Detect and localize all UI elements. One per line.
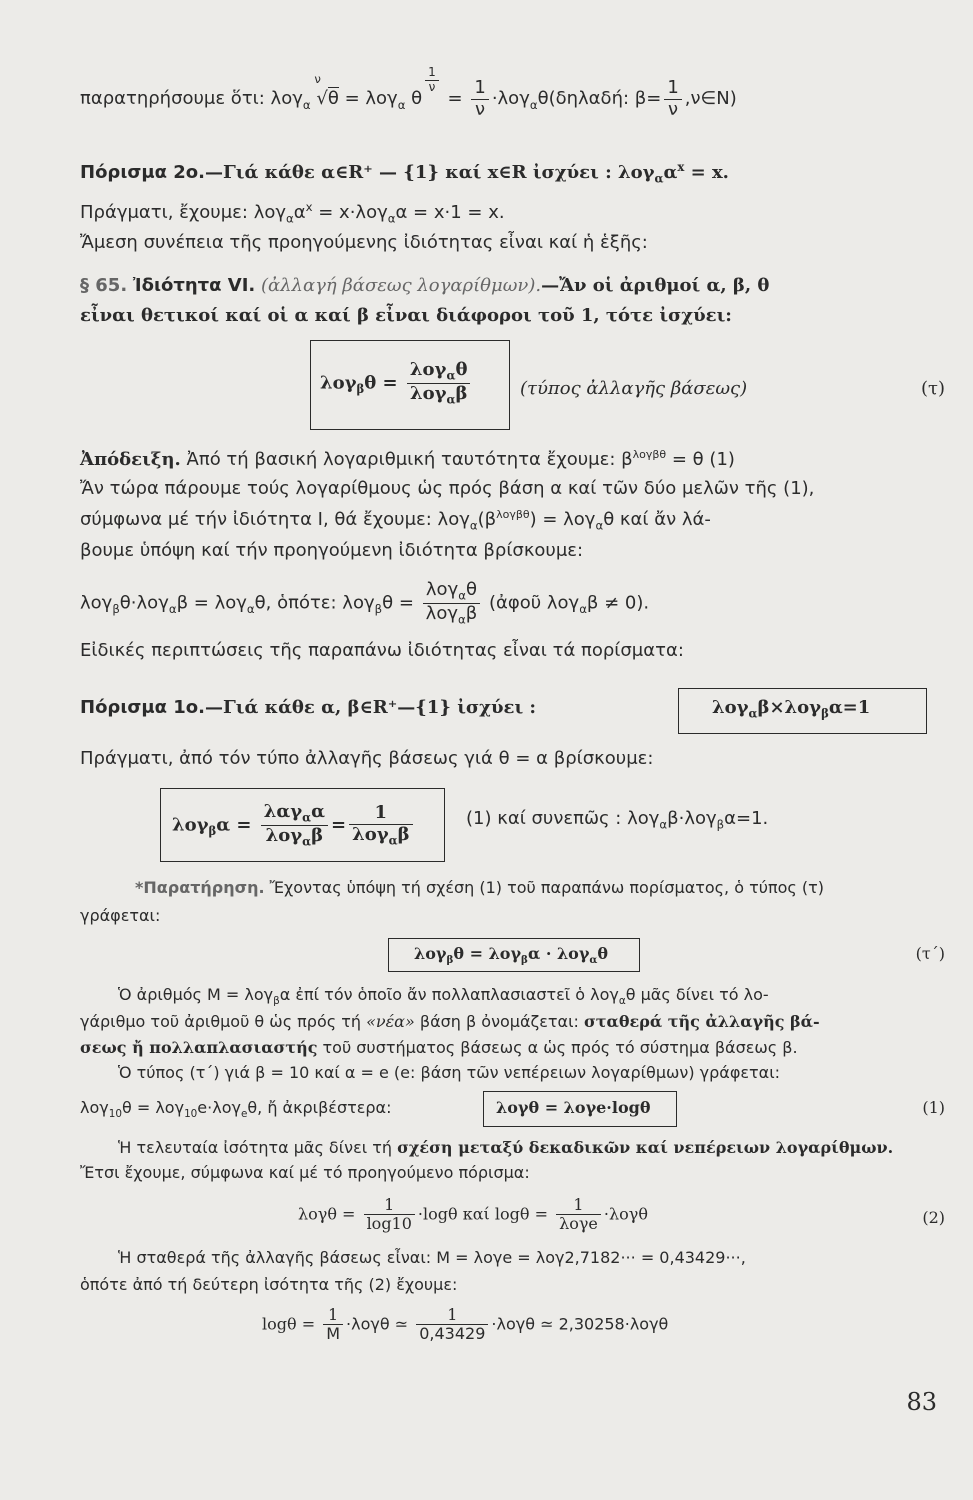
frac-num-2: 1 — [667, 77, 679, 98]
direct-consequence: Ἄμεση συνέπεια τῆς προηγούμενης ἰδιότητας εἶναι καί ἡ ἑξῆς: — [80, 232, 648, 253]
l3-sub2: α — [595, 518, 604, 533]
fd2: 0,43429 — [416, 1324, 488, 1343]
text-a: Πράγματι, ἔχουμε: λογ — [80, 202, 287, 223]
ptail: (ἀφοῦ λογ — [488, 592, 580, 614]
l10b-sub: 10 — [184, 1108, 198, 1121]
constant-line1: Ἡ σταθερά τῆς ἀλλαγῆς βάσεως εἶναι: M = λογe = λογ2,7182··· = 0,43429···, — [118, 1248, 746, 1267]
denominator — [407, 383, 471, 407]
m3b: τοῦ συστήματος βάσεως α ὡς πρός τό σύστημα βάσεως β. — [317, 1038, 798, 1057]
pnum-t: θ — [465, 579, 477, 600]
l3-b: (β — [477, 509, 497, 530]
fc: ·λογθ ≃ 2,30258·λογθ — [491, 1314, 669, 1334]
t2-b-sub: β — [521, 954, 528, 967]
formula-t2 — [414, 944, 608, 966]
para-m-line1 — [118, 985, 769, 1007]
indeed-2: Πράγματι, ἀπό τόν τύπο ἀλλαγῆς βάσεως γιά θ = α βρίσκουμε: — [80, 748, 654, 769]
ptail-end: β ≠ 0). — [586, 592, 650, 614]
equals: = — [447, 88, 463, 110]
pnum-log: λογ — [425, 579, 459, 600]
num-theta: θ — [455, 359, 468, 380]
constant-line2: ὁπότε ἀπό τή δεύτερη ἰσότητα τῆς (2) ἔχουμε: — [80, 1275, 458, 1294]
para-m-line2 — [80, 1012, 820, 1031]
l10c-sub: e — [240, 1108, 248, 1121]
log-symbol: λογ — [270, 88, 303, 110]
last-equality — [118, 1138, 893, 1157]
corollary-2-label: Πόρισμα 2ο. — [80, 162, 205, 183]
m3-bold: σεως ἤ πολλαπλασιαστής — [80, 1038, 318, 1057]
fa: logθ = — [262, 1314, 316, 1334]
f1-d1-log: λογ — [265, 825, 303, 847]
t2-c-sub: α — [589, 954, 598, 967]
pb: θ·λογ — [119, 592, 169, 614]
m2b: βάση β ὀνομάζεται: — [414, 1012, 584, 1031]
m1b-sub: α — [618, 995, 626, 1008]
eq-1: = θ (1) — [666, 449, 735, 470]
log-base: α — [302, 97, 311, 112]
cf-b: β×λογ — [757, 697, 822, 718]
beta: β — [621, 449, 633, 470]
intro-text: παρατηρήσουμε ὅτι: — [80, 88, 271, 110]
fn1: 1 — [328, 1305, 339, 1324]
section-65-heading — [80, 275, 769, 296]
exp: λογβθ — [632, 448, 667, 461]
formula-1 — [172, 802, 416, 849]
corollary-1-label: Πόρισμα 1ο. — [80, 697, 205, 718]
e2-n1: 1 — [384, 1195, 395, 1214]
f1-lhs-sub: β — [208, 824, 217, 839]
corollary-1-formula — [712, 697, 870, 721]
e2a: λογθ = — [298, 1204, 356, 1224]
proof-label: Ἀπόδειξη. — [80, 449, 181, 470]
numerator — [407, 360, 471, 383]
l3-sub: α — [469, 518, 478, 533]
f1-n1 — [261, 802, 328, 825]
lhs-sub: β — [356, 382, 365, 397]
pa: λογ — [80, 592, 113, 614]
f1-n1-log: λαγ — [263, 801, 303, 822]
num-log: λογ — [409, 359, 447, 380]
f1-after: (1) καί συνεπῶς : λογ — [466, 808, 660, 829]
remark-line2: γράφεται: — [80, 906, 161, 925]
corollary-2-text: —Γιά κάθε α∈R⁺ — {1} καί x∈R ἰσχύει : λογ — [204, 162, 655, 183]
corollary-1-text: —Γιά κάθε α, β∈R⁺—{1} ἰσχύει : — [204, 697, 537, 718]
theta: θ — [411, 88, 423, 110]
l10b: θ = λογ — [121, 1098, 185, 1117]
equation-2 — [298, 1196, 648, 1234]
log10-equation — [80, 1098, 391, 1120]
frac-den-2: ν — [664, 99, 681, 121]
pden-log: λογ — [425, 603, 458, 625]
l3-a: σύμφωνα μέ τήν ἰδιότητα Ι, θά ἔχουμε: λογ — [80, 509, 470, 530]
e2-frac2 — [556, 1196, 601, 1234]
section-65-line2: εἶναι θετικοί καί οἱ α καί β εἶναι διάφοροι τοῦ 1, τότε ἰσχύει: — [80, 305, 732, 326]
formula-t-tag: (τ) — [920, 378, 945, 399]
m2-bold: σταθερά τῆς ἀλλαγῆς βά- — [583, 1012, 820, 1031]
proof-line3 — [80, 508, 711, 533]
text-d: α = x·1 = x. — [395, 202, 505, 223]
f1-after-sub2: β — [716, 817, 725, 832]
special-cases: Εἰδικές περιπτώσεις τῆς παραπάνω ἰδιότητας εἶναι τά πορίσματα: — [80, 640, 684, 661]
log-text: ·λογ — [491, 88, 530, 110]
f1-eq: = — [330, 814, 347, 836]
formula-t-fraction — [407, 360, 471, 407]
f1-after-sub: α — [659, 817, 668, 832]
lhs-theta: θ = — [364, 372, 398, 394]
f1-frac-b — [349, 803, 412, 848]
equals-log: = λογ — [344, 88, 398, 110]
t2-c: α · λογ — [527, 944, 590, 963]
log10-boxed-formula: λογθ = λογe·logθ — [496, 1098, 651, 1117]
intro-equation-line — [80, 65, 737, 120]
pden — [423, 603, 481, 627]
remark — [135, 878, 824, 897]
product-equation — [80, 580, 649, 627]
pden-t: β — [465, 603, 478, 625]
f1-after-end: α=1. — [724, 808, 769, 829]
f1-after-mid: β·λογ — [667, 808, 717, 829]
frac-den: ν — [471, 99, 488, 121]
para-m-line4: Ὁ τύπος (τ΄) γιά β = 10 καί α = e (e: βάση τῶν νεπέρειων λογαρίθμων) γράφεται: — [118, 1063, 781, 1082]
frac-num: 1 — [474, 77, 486, 98]
sup-1: x — [305, 200, 313, 214]
cf-a: λογ — [712, 697, 749, 718]
page-number: 83 — [906, 1388, 937, 1416]
f1-n1-t: α — [311, 801, 325, 822]
t2-a-sub: β — [446, 954, 454, 967]
formula-t-caption: (τύπος ἀλλαγῆς βάσεως) — [520, 378, 748, 399]
m1a: Ὁ ἀριθμός Μ = λογ — [118, 985, 274, 1004]
t2-d: θ — [597, 944, 609, 963]
remark-label: *Παρατήρηση. — [135, 878, 265, 897]
log10-tag: (1) — [922, 1098, 945, 1117]
lhs: λογ — [320, 372, 357, 394]
num-sub: α — [446, 368, 456, 383]
pd: θ, ὁπότε: λογ — [254, 592, 375, 614]
l3-d: θ καί ἄν λά- — [603, 509, 711, 530]
f1-d2-t: β — [397, 823, 410, 845]
corollary-1 — [80, 697, 536, 718]
f1-d1-t: β — [311, 825, 324, 847]
formula-t2-tag: (τ΄) — [915, 944, 945, 963]
f1-frac-a — [261, 802, 328, 849]
e2-frac1 — [364, 1196, 415, 1234]
fd1: M — [323, 1324, 343, 1343]
f1-d2 — [349, 824, 412, 848]
pc-sub: α — [246, 602, 255, 617]
t2-b: θ = λογ — [453, 944, 522, 963]
e2-d2: λογe — [556, 1214, 601, 1233]
sub-1: α — [286, 211, 294, 226]
sub-a: α — [654, 171, 664, 186]
pden-sub: α — [458, 612, 466, 627]
section-subtitle: (ἀλλαγή βάσεως λογαρίθμων). — [260, 275, 542, 296]
l3-sup: λογβθ — [496, 508, 530, 521]
pnum — [423, 580, 481, 603]
l10a: λογ — [80, 1098, 109, 1117]
f1-lhs: λογ — [172, 814, 209, 836]
pd-sub: β — [374, 602, 383, 617]
proof-line-corollary-2 — [80, 200, 505, 226]
e2c: ·λογθ — [603, 1204, 648, 1224]
equation-2-tag: (2) — [922, 1208, 945, 1227]
cf-sub2: β — [821, 706, 829, 721]
f1-lhs-t: α = — [216, 814, 252, 836]
text-c: = x·λογ — [312, 202, 388, 223]
m1a-sub: β — [273, 995, 280, 1008]
section-number: § 65. — [80, 275, 128, 296]
f1-d2-sub: α — [388, 833, 398, 848]
formula-t — [320, 360, 473, 407]
last-a: Ἡ τελευταία ἰσότητα μᾶς δίνει τή — [118, 1138, 398, 1157]
exponent-fraction — [425, 66, 439, 95]
fb: ·λογθ ≃ — [346, 1314, 409, 1334]
den-sub: α — [446, 392, 456, 407]
product-fraction — [423, 580, 481, 627]
section-title: Ἰδιότητα VI. — [132, 275, 256, 296]
m1c: θ μᾶς δίνει τό λο- — [625, 985, 769, 1004]
pa-sub: β — [112, 602, 120, 617]
equals-x: = x. — [684, 162, 729, 183]
m2-new: «νέα» — [366, 1012, 415, 1031]
alpha: α — [663, 162, 678, 183]
pe: θ = — [382, 592, 414, 614]
den-log: λογ — [409, 383, 447, 405]
text-b: α — [293, 202, 306, 223]
fn2: 1 — [447, 1305, 458, 1324]
proof-line1 — [80, 448, 735, 470]
log-base-2: α — [397, 97, 406, 112]
f1-d1 — [261, 825, 328, 849]
m2a: γάριθμο τοῦ ἀριθμοῦ θ ὡς πρός τή — [80, 1012, 367, 1031]
proof-line4: βουμε ὑπόψη καί τήν προηγούμενη ἰδιότητα βρίσκουμε: — [80, 540, 584, 561]
sub-2: α — [387, 211, 396, 226]
root-index: ν — [314, 72, 321, 87]
corollary-2 — [80, 160, 729, 186]
remark-text: Ἔχοντας ὑπόψη τή σχέση (1) τοῦ παραπάνω πορίσματος, ὁ τύπος (τ) — [264, 878, 825, 897]
cf-c: α=1 — [828, 697, 871, 718]
ptail-sub: α — [579, 602, 587, 617]
exp-num: 1 — [428, 65, 436, 79]
root-argument: θ — [327, 88, 339, 110]
fraction-beta — [664, 78, 681, 120]
log-base-3: α — [529, 97, 538, 112]
final-equation — [262, 1306, 668, 1344]
nu-in-N: ,ν∈N) — [684, 88, 737, 110]
pnum-sub: α — [458, 588, 466, 603]
e2-n2: 1 — [573, 1195, 584, 1214]
exp-den: ν — [425, 80, 439, 95]
l10a-sub: 10 — [108, 1108, 122, 1121]
proof-l1-text: Ἀπό τή βασική λογαριθμική ταυτότητα ἔχουμε: — [180, 449, 616, 470]
e2-d1: log10 — [364, 1214, 415, 1233]
l10d: θ, ἤ ἀκριβέστερα: — [247, 1098, 392, 1117]
l10c: e·λογ — [197, 1098, 241, 1117]
e2b: ·logθ καί logθ = — [417, 1204, 548, 1224]
f1-d1-sub: α — [302, 834, 312, 849]
m1b: α ἐπί τόν ὁποῖο ἄν πολλαπλασιαστεῖ ὁ λογ — [279, 985, 619, 1004]
section-text: —Ἄν οἱ ἀριθμοί α, β, θ — [541, 275, 770, 296]
l3-c: ) = λογ — [529, 509, 596, 530]
final-frac2 — [416, 1306, 488, 1344]
formula-1-consequence — [466, 808, 768, 832]
final-frac1 — [323, 1306, 343, 1344]
f1-d2-log: λογ — [352, 823, 389, 845]
proof-line2: Ἄν τώρα πάρουμε τούς λογαρίθμους ὡς πρός βάση α καί τῶν δύο μελῶν τῆς (1), — [80, 478, 815, 499]
para-m-line3 — [80, 1038, 798, 1057]
pc: β = λογ — [176, 592, 247, 614]
fraction-1-over-nu — [471, 78, 488, 120]
f1-n1-sub: α — [302, 810, 312, 825]
den-beta: β — [455, 383, 468, 405]
pb-sub: α — [168, 602, 177, 617]
namely-text: θ(δηλαδή: β= — [537, 88, 662, 110]
t2-a: λογ — [414, 944, 447, 963]
last-bold: σχέση μεταξύ δεκαδικῶν καί νεπέρειων λογαρίθμων. — [397, 1138, 894, 1157]
cf-sub: α — [748, 706, 758, 721]
root-expression: ν √θ — [314, 72, 339, 110]
f1-n2: 1 — [374, 802, 388, 824]
last-line2: Ἔτσι ἔχουμε, σύμφωνα καί μέ τό προηγούμενο πόρισμα: — [80, 1163, 530, 1182]
sup-x: x — [677, 160, 685, 174]
